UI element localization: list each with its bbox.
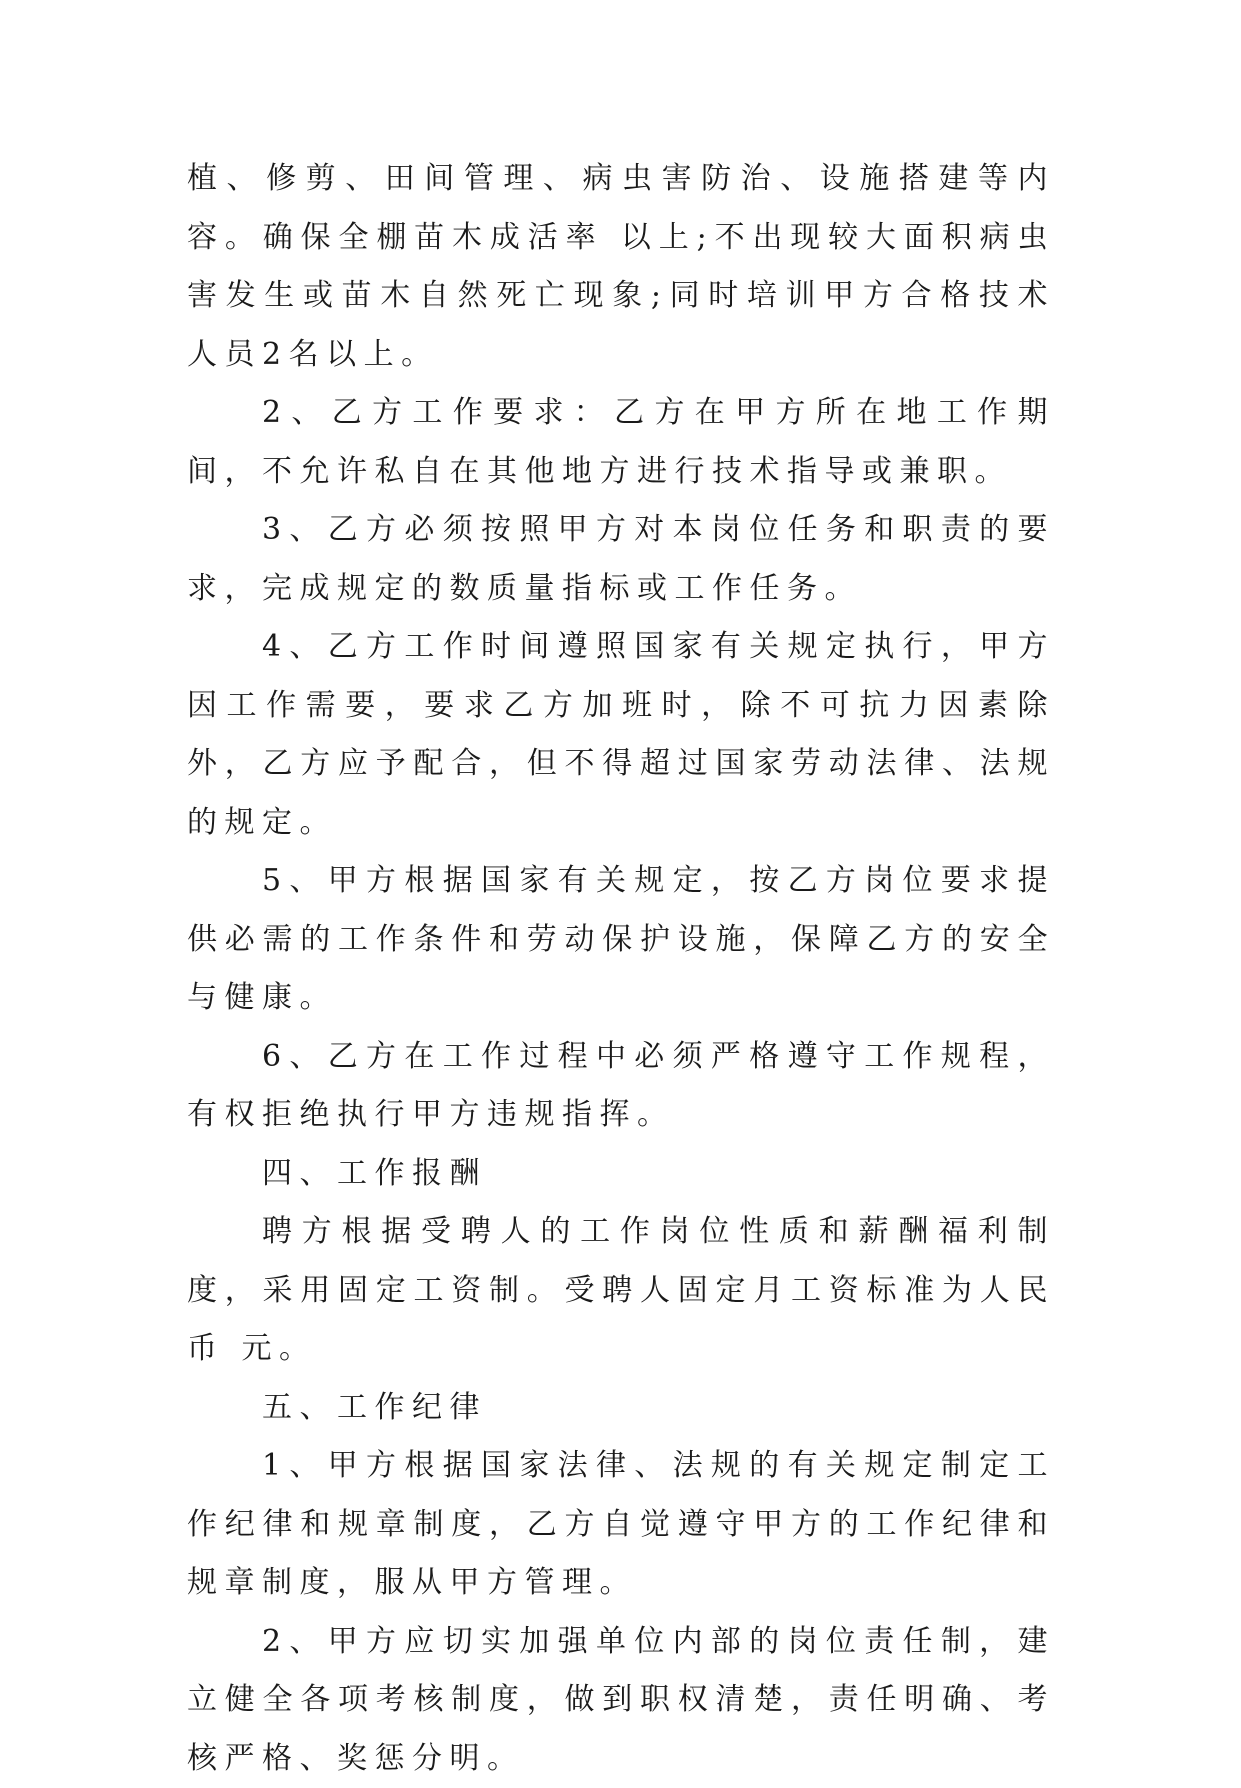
section-heading-remuneration: 四、工作报酬 bbox=[187, 1145, 1055, 1204]
section-heading-discipline: 五、工作纪律 bbox=[187, 1379, 1055, 1438]
document-body bbox=[187, 150, 1055, 1788]
paragraph-item-4-working-hours: 4、乙方工作时间遵照国家有关规定执行，甲方因工作需要，要求乙方加班时，除不可抗力因素除外，乙方应予配合，但不得超过国家劳动法律、法规的规定。 bbox=[187, 618, 1055, 852]
paragraph-discipline-item-1: 1、甲方根据国家法律、法规的有关规定制定工作纪律和规章制度，乙方自觉遵守甲方的工作纪律和规章制度，服从甲方管理。 bbox=[187, 1437, 1055, 1613]
paragraph-discipline-item-2: 2、甲方应切实加强单位内部的岗位责任制，建立健全各项考核制度，做到职权清楚，责任明确、考核严格、奖惩分明。 bbox=[187, 1613, 1055, 1788]
paragraph-continuation: 植、修剪、田间管理、病虫害防治、设施搭建等内容。确保全棚苗木成活率 以上;不出现较大面积病虫害发生或苗木自然死亡现象;同时培训甲方合格技术人员2名以上。 bbox=[187, 150, 1055, 384]
paragraph-item-5-working-conditions: 5、甲方根据国家有关规定，按乙方岗位要求提供必需的工作条件和劳动保护设施，保障乙方的安全与健康。 bbox=[187, 852, 1055, 1028]
paragraph-item-6-work-rules: 6、乙方在工作过程中必须严格遵守工作规程，有权拒绝执行甲方违规指挥。 bbox=[187, 1028, 1055, 1145]
paragraph-remuneration: 聘方根据受聘人的工作岗位性质和薪酬福利制度，采用固定工资制。受聘人固定月工资标准为人民币 元。 bbox=[187, 1203, 1055, 1379]
paragraph-item-2-work-requirements: 2、乙方工作要求：乙方在甲方所在地工作期间，不允许私自在其他地方进行技术指导或兼职。 bbox=[187, 384, 1055, 501]
paragraph-item-3-duties: 3、乙方必须按照甲方对本岗位任务和职责的要求，完成规定的数质量指标或工作任务。 bbox=[187, 501, 1055, 618]
